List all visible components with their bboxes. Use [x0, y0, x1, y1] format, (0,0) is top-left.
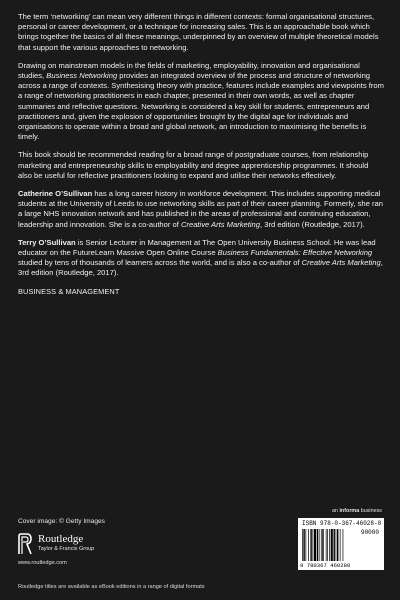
price-code: 90000 [360, 529, 379, 536]
author-bio-2-text-c: , 3rd edition (Routledge, 2017). [18, 258, 383, 278]
informa-suffix: business [359, 508, 382, 514]
blurb-paragraph-2-text-a: Drawing on mainstream models in the fields of marketing, employability, innovation and organisational studies, [18, 60, 360, 81]
ebook-formats-note: Routledge titles are available as eBook editions in a range of digital formats [18, 584, 205, 590]
author-bio-1-italic: Creative Arts Marketing [180, 219, 261, 229]
blurb-section [18, 12, 384, 305]
informa-brand: informa [339, 508, 360, 514]
publisher-logo [18, 533, 158, 563]
author-bio-1-text-a: has a long career history in workforce development. This includes supporting medical students at the University of Leeds to use networking skills as part of their career planning. Formerly, she ran a large NHS innovation network and has published in the areas of professional and continuing education, leadership and innovation. She is a co-author of [18, 189, 383, 229]
blurb-paragraph-1: The term ‘networking’ can mean very different things in different contexts: formal organisational structures, personal or career development, or a technique for increasing sales. This is an approachable book which brings together the basics of all these meanings, underpinned by an overview of multiple theoretical models that support the various approaches to networking. [18, 12, 379, 52]
blurb-paragraph-2 [18, 61, 384, 143]
routledge-logo-icon [18, 533, 32, 555]
blurb-paragraph-3: This book should be recommended reading for a broad range of postgraduate courses, from relationship marketing and entrepreneurship skills to employability and degree apprenticeship programmes. It should also be useful for reflective practitioners looking to expand and utilise their networks effectively. [18, 150, 369, 180]
cover-image-credit: Cover image: © Getty Images [18, 518, 105, 525]
author-bio-2-text-a: is Senior Lecturer in Management at The Open University Business School. He was lead educator on the FutureLearn Massive Open Online Course [18, 237, 376, 258]
book-title-italic: Business Networking [46, 71, 118, 81]
isbn-label: ISBN 978-0-367-46028-0 [302, 520, 382, 527]
subject-category: BUSINESS & MANAGEMENT [18, 286, 120, 296]
publisher-url: www.routledge.com [18, 560, 67, 566]
author-bio-2-text-b: studied by tens of thousands of learners across the world, and is also a co-author of [18, 258, 302, 268]
author-bio-1 [18, 189, 384, 230]
author-bio-2 [18, 238, 384, 279]
author-bio-1-text-b: , 3rd edition (Routledge, 2017). [260, 219, 365, 229]
barcode-bars-icon [302, 529, 360, 561]
barcode [298, 518, 384, 570]
author-bio-2-italic-b: Creative Arts Marketing [301, 258, 381, 268]
informa-tag [332, 508, 382, 514]
author-name-1: Catherine O’Sullivan [18, 189, 93, 199]
author-bio-2-italic-a: Business Fundamentals: Effective Networking [217, 248, 373, 258]
publisher-name: Routledge [38, 533, 84, 545]
ean-digits: 9 780367 460280 [300, 562, 351, 569]
publisher-group: Taylor & Francis Group [38, 546, 95, 552]
blurb-paragraph-2-text-b: provides an integrated overview of the process and structure of networking across a range of contexts. Synthesising theory with practice, features include examples and viewpoints from a range of networking practitioners in each chapter, presented in their own words, as well as chapter summaries and reflective questions. Networking is considered a key skill for students, entrepreneurs and practitioners and, given the explosion of opportunities brought by the digital age for individuals and organisations to operate within a broad and global network, an introduction to maximising the benefits is timely. [18, 71, 384, 142]
author-name-2: Terry O’Sullivan [18, 237, 76, 247]
informa-prefix: an [331, 508, 340, 514]
